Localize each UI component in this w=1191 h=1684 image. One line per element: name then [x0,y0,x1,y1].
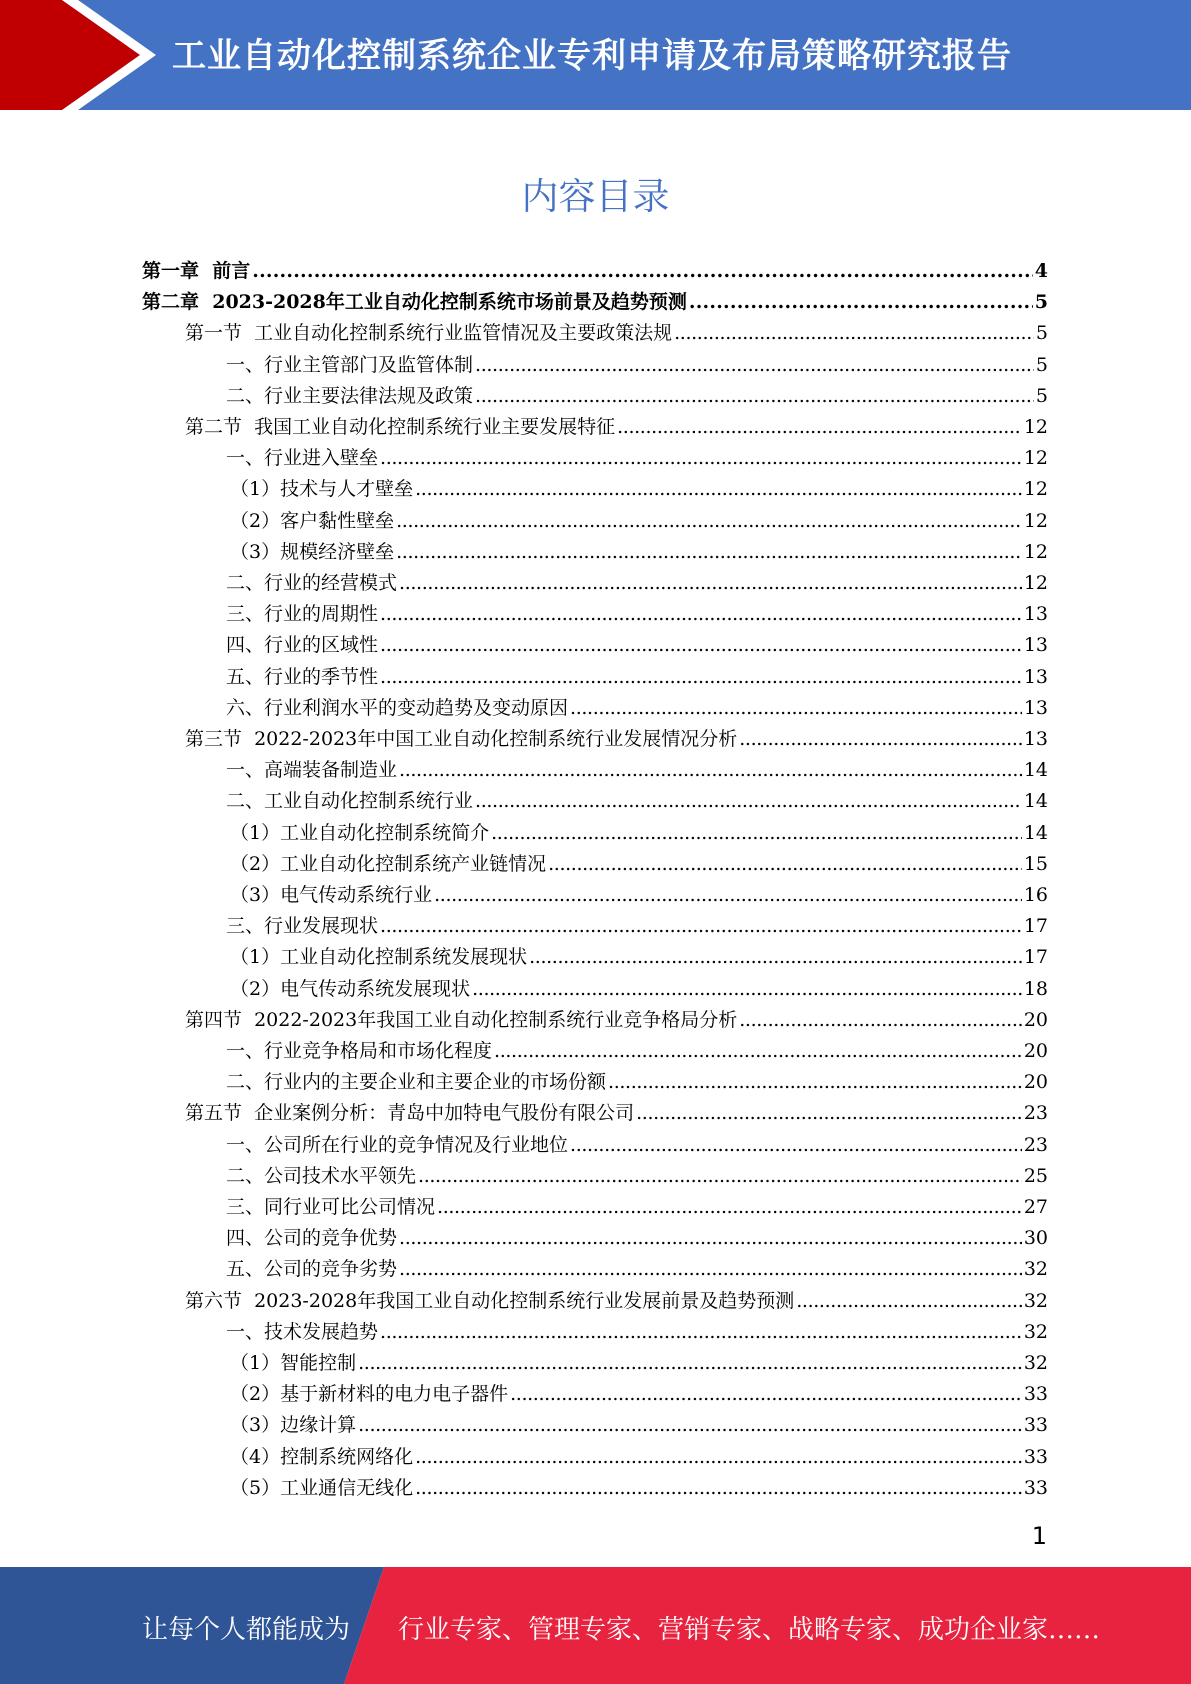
toc-entry-label: 第一章 前言 [142,260,251,282]
toc-entry-label: 第六节 2023-2028年我国工业自动化控制系统行业发展前景及趋势预测 [185,1289,795,1312]
toc-entry-label: （3）边缘计算 [230,1414,357,1437]
toc-entry-label: 四、行业的区域性 [226,634,379,657]
toc-entry[interactable] [230,938,1048,969]
toc-entry[interactable] [226,1219,1048,1250]
toc-entry-page: 14 [1023,821,1048,844]
toc-entry[interactable] [226,377,1048,408]
toc-entry-label: 第二章 2023-2028年工业自动化控制系统市场前景及趋势预测 [142,291,687,314]
toc-leader-dots [399,1257,1022,1281]
header-arrow-decoration [0,0,160,110]
toc-entry-page: 33 [1023,1414,1048,1437]
toc-entry-page: 23 [1023,1133,1048,1156]
toc-entry-label: 二、行业主要法律法规及政策 [226,384,474,407]
toc-entry-label: 五、公司的竞争劣势 [226,1258,398,1281]
page-number: 1 [1031,1522,1047,1550]
toc-leader-dots [529,945,1022,969]
toc-leader-dots [399,758,1022,782]
toc-entry[interactable] [226,782,1048,813]
toc-entry[interactable] [226,1032,1048,1063]
toc-leader-dots [570,1133,1022,1157]
toc-leader-dots [358,1351,1022,1375]
toc-leader-dots [472,977,1022,1001]
toc-entry-label: （2）电气传动系统发展现状 [230,977,471,1000]
toc-leader-dots [415,477,1022,501]
toc-leader-dots [570,696,1022,720]
toc-entry-page: 12 [1023,416,1048,438]
toc-entry-page: 32 [1023,1289,1048,1312]
toc-entry-page: 5 [1035,384,1048,407]
toc-leader-dots [252,259,1033,283]
toc-leader-dots [739,1008,1022,1032]
toc-leader-dots [674,321,1034,345]
toc-entry-page: 13 [1023,634,1048,657]
toc-leader-dots [396,540,1022,564]
toc-leader-dots [358,1413,1022,1437]
toc-entry-label: 第一节 工业自动化控制系统行业监管情况及主要政策法规 [185,322,673,345]
toc-entry[interactable] [226,1157,1048,1188]
toc-entry[interactable] [185,408,1048,439]
toc-entry-page: 12 [1023,447,1048,470]
toc-entry[interactable] [142,252,1048,283]
toc-entry-label: 第五节 企业案例分析：青岛中加特电气股份有限公司 [185,1102,635,1125]
toc-entry-label: （1）工业自动化控制系统简介 [230,821,490,844]
toc-leader-dots [491,821,1022,845]
toc-leader-dots [418,1164,1022,1188]
toc-leader-dots [608,1070,1022,1094]
toc-entry-page: 32 [1023,1258,1048,1281]
toc-entry-page: 17 [1023,946,1048,969]
toc-entry[interactable] [230,1406,1048,1437]
toc-entry[interactable] [226,907,1048,938]
toc-leader-dots [380,665,1022,689]
toc-entry[interactable] [226,751,1048,782]
toc-entry[interactable] [230,970,1048,1001]
toc-entry-page: 5 [1035,322,1048,345]
toc-entry-label: （3）电气传动系统行业 [230,884,433,906]
toc-leader-dots [796,1289,1022,1313]
toc-entry-label: （1）技术与人才壁垒 [230,478,414,501]
toc-leader-dots [399,1226,1022,1250]
toc-entry[interactable] [230,1469,1048,1500]
toc-entry[interactable] [230,470,1048,501]
toc-entry-label: 三、同行业可比公司情况 [226,1196,436,1218]
toc-leader-dots [475,353,1034,377]
toc-entry-label: 第二节 我国工业自动化控制系统行业主要发展特征 [185,416,616,438]
toc-entry-page: 23 [1023,1102,1048,1125]
toc-entry-label: 三、行业发展现状 [226,915,379,938]
toc-entry[interactable] [230,845,1048,876]
toc-entry[interactable] [226,658,1048,689]
toc-entry-page: 13 [1023,696,1048,719]
toc-entry-label: （1）工业自动化控制系统发展现状 [230,946,528,969]
toc-leader-dots [475,789,1022,813]
toc-entry-page: 15 [1023,852,1048,875]
toc-entry-page: 17 [1023,915,1048,938]
toc-entry-page: 5 [1034,291,1048,314]
toc-entry-label: 六、行业利润水平的变动趋势及变动原因 [226,696,569,719]
header-banner [0,0,1191,110]
toc-entry[interactable] [230,1438,1048,1469]
toc-leader-dots [399,571,1022,595]
toc-entry[interactable] [226,1126,1048,1157]
toc-entry-page: 12 [1023,509,1048,532]
toc-entry-page: 12 [1023,478,1048,501]
toc-entry[interactable] [230,876,1048,907]
toc-entry-page: 30 [1023,1227,1048,1250]
toc-entry[interactable] [185,1094,1048,1125]
footer-slogan-right: 行业专家、管理专家、营销专家、战略专家、成功企业家…… [398,1615,1101,1645]
toc-entry-label: 一、公司所在行业的竞争情况及行业地位 [226,1133,569,1156]
footer-slogan-left: 让每个人都能成为 [142,1615,351,1645]
toc-entry[interactable] [142,283,1048,314]
toc-leader-dots [437,1195,1022,1219]
toc-entry[interactable] [226,595,1048,626]
toc-leader-dots [689,290,1033,314]
toc-entry-page: 13 [1023,728,1048,750]
toc-leader-dots [380,602,1022,626]
toc-entry-page: 20 [1023,1008,1048,1031]
toc-entry-label: 第四节 2022-2023年我国工业自动化控制系统行业竞争格局分析 [185,1008,738,1031]
toc-entry-label: （4）控制系统网络化 [230,1445,414,1468]
toc-entry-page: 32 [1023,1352,1048,1374]
toc-entry-label: （2）基于新材料的电力电子器件 [230,1383,509,1406]
toc-entry-page: 20 [1023,1040,1048,1062]
toc-entry[interactable] [226,626,1048,657]
toc-entry-page: 18 [1023,977,1048,1000]
toc-entry-label: 一、高端装备制造业 [226,759,398,782]
toc-leader-dots [380,446,1022,470]
toc-entry-page: 25 [1023,1164,1048,1187]
toc-entry[interactable] [185,1001,1048,1032]
toc-leader-dots [548,852,1022,876]
toc-entry-label: 一、行业主管部门及监管体制 [226,353,474,376]
toc-entry-label: （2）客户黏性壁垒 [230,509,395,532]
toc-leader-dots [510,1382,1022,1406]
toc-entry-label: 第三节 2022-2023年中国工业自动化控制系统行业发展情况分析 [185,728,738,750]
toc-leader-dots [475,384,1034,408]
toc-entry-label: 二、公司技术水平领先 [226,1164,417,1187]
footer-banner [0,1567,1191,1684]
toc-entry-label: （2）工业自动化控制系统产业链情况 [230,852,547,875]
toc-leader-dots [636,1101,1022,1125]
toc-entry-page: 12 [1023,540,1048,563]
toc-entry[interactable] [230,1375,1048,1406]
toc-entry-page: 33 [1023,1445,1048,1468]
toc-leader-dots [415,1445,1022,1469]
toc-entry-page: 27 [1023,1196,1048,1218]
toc-entry[interactable] [226,439,1048,470]
toc-entry-page: 33 [1023,1476,1048,1499]
toc-entry-label: 二、行业内的主要企业和主要企业的市场份额 [226,1071,607,1094]
toc-leader-dots [617,415,1022,439]
toc-entry[interactable] [230,533,1048,564]
toc-entry-label: 三、行业的周期性 [226,603,379,626]
toc-entry-label: （5）工业通信无线化 [230,1476,414,1499]
toc-entry-page: 32 [1023,1320,1048,1343]
toc-entry[interactable] [226,1063,1048,1094]
toc-leader-dots [396,509,1022,533]
toc-leader-dots [380,1320,1022,1344]
toc-entry-page: 16 [1023,884,1048,906]
toc-entry-label: 二、行业的经营模式 [226,572,398,594]
toc-entry-label: 四、公司的竞争优势 [226,1227,398,1250]
toc-entry[interactable] [226,1313,1048,1344]
toc-entry-label: 一、行业进入壁垒 [226,447,379,470]
toc-leader-dots [380,633,1022,657]
toc-entry[interactable] [185,720,1048,751]
toc-entry[interactable] [226,1188,1048,1219]
toc-entry[interactable] [185,1282,1048,1313]
report-title: 工业自动化控制系统企业专利申请及布局策略研究报告 [172,36,1012,76]
toc-entry-label: （3）规模经济壁垒 [230,540,395,563]
toc-entry[interactable] [226,564,1048,595]
toc-entry-page: 14 [1023,790,1048,813]
toc-entry[interactable] [226,1250,1048,1281]
toc-heading: 内容目录 [521,175,670,218]
toc-entry-label: 二、工业自动化控制系统行业 [226,790,474,813]
toc-entry[interactable] [185,314,1048,345]
toc-leader-dots [415,1476,1022,1500]
toc-entry[interactable] [226,689,1048,720]
toc-entry-page: 5 [1035,353,1048,376]
toc-entry-page: 13 [1023,603,1048,626]
toc-entry-page: 4 [1034,260,1048,282]
toc-entry-page: 20 [1023,1071,1048,1094]
toc-entry-page: 12 [1023,572,1048,594]
toc-entry[interactable] [230,814,1048,845]
toc-leader-dots [494,1039,1022,1063]
toc-entry-label: 一、行业竞争格局和市场化程度 [226,1040,493,1062]
toc-entry-page: 33 [1023,1383,1048,1406]
toc-leader-dots [380,914,1022,938]
toc-entry-label: 一、技术发展趋势 [226,1320,379,1343]
toc-entry[interactable] [230,502,1048,533]
toc-entry-label: （1）智能控制 [230,1352,357,1374]
toc-entry[interactable] [226,346,1048,377]
toc-entry-page: 14 [1023,759,1048,782]
toc-entry[interactable] [230,1344,1048,1375]
toc-leader-dots [434,883,1022,907]
toc-leader-dots [739,727,1022,751]
toc-entry-page: 13 [1023,665,1048,688]
toc-entry-label: 五、行业的季节性 [226,665,379,688]
